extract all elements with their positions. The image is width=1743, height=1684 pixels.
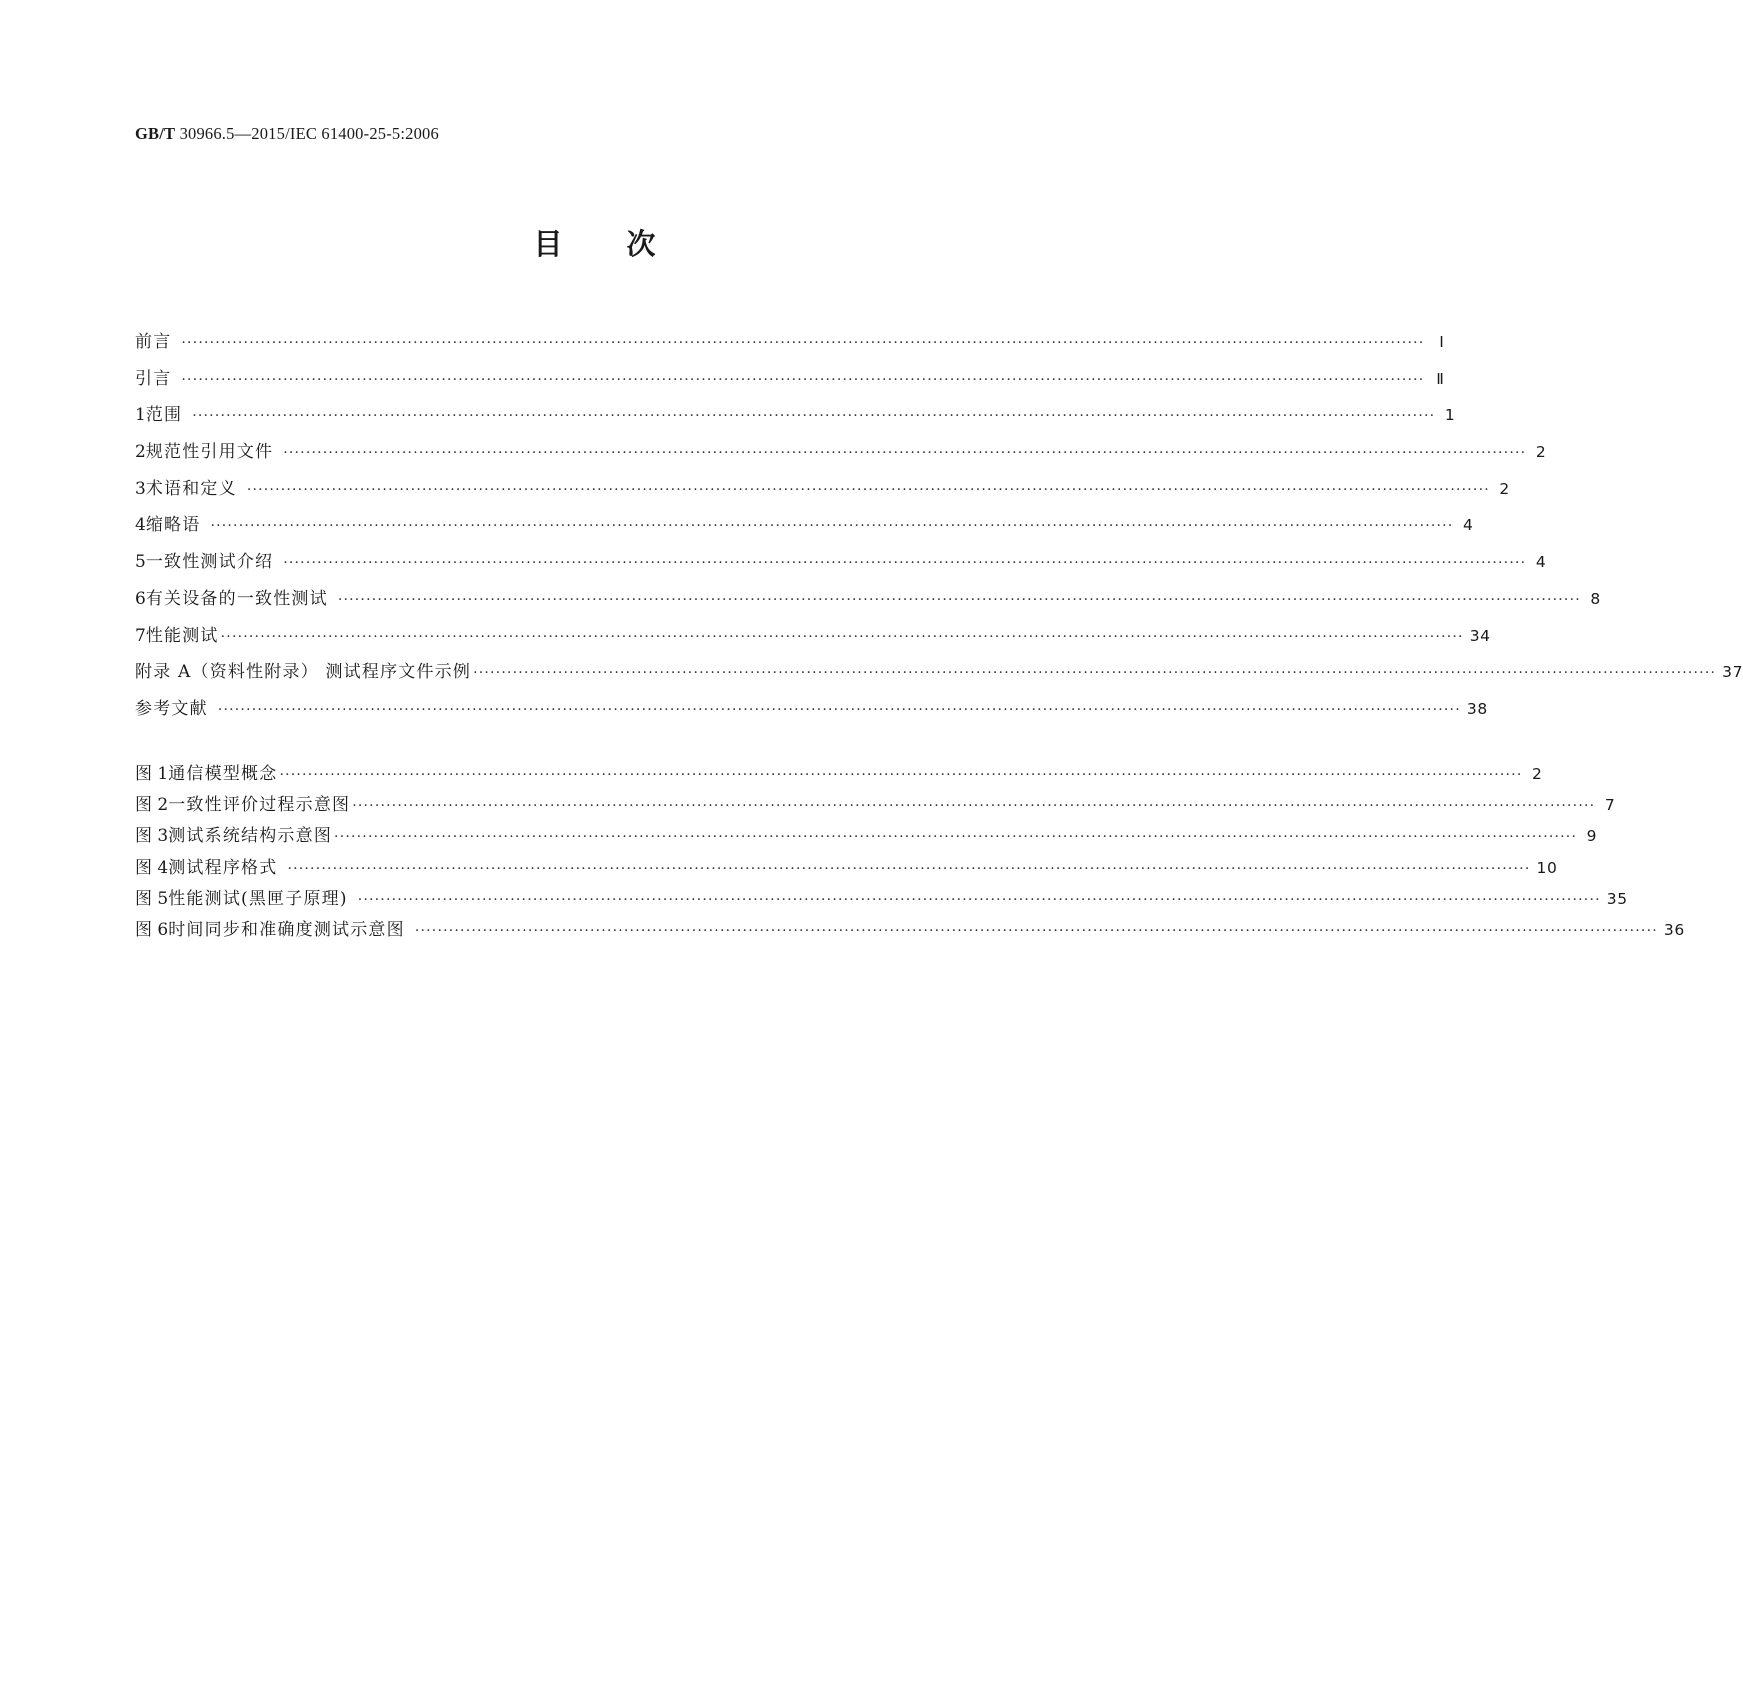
toc-entry-label: 引言 <box>135 368 172 389</box>
toc-sections-list <box>135 327 1743 731</box>
toc-figure-label: 通信模型概念 <box>168 764 278 784</box>
toc-figure-entry[interactable] <box>135 853 1558 884</box>
toc-entry-page: 8 <box>1590 589 1601 608</box>
toc-figure-page: 7 <box>1604 796 1616 815</box>
toc-entry-label: 范围 <box>145 405 183 426</box>
toc-entry-page: 4 <box>1463 516 1474 535</box>
toc-entry[interactable] <box>135 437 1547 474</box>
toc-entry-number: 1 <box>135 405 146 426</box>
toc-entry-label: 缩略语 <box>145 515 201 536</box>
toc-entry-label: 有关设备的一致性测试 <box>145 588 328 609</box>
toc-figure-page: 2 <box>1532 765 1543 783</box>
toc-leader-dots: ···························································································································································································································· <box>334 829 1578 846</box>
toc-entry[interactable] <box>135 694 1488 731</box>
toc-leader-dots: ···························································································································································································································· <box>352 798 1596 815</box>
toc-figure-number: 图 2 <box>135 795 169 816</box>
toc-leader-dots: ···························································································································································································································· <box>414 922 1658 939</box>
toc-leader-dots: ···························································································································································································································· <box>283 555 1527 572</box>
toc-leader-dots: ···························································································································································································································· <box>181 335 1425 351</box>
toc-entry-page: Ⅰ <box>1439 333 1445 351</box>
page-title-part2: 次 <box>626 227 658 261</box>
toc-entry-label: 一致性测试介绍 <box>145 552 274 573</box>
page-title <box>0 222 1191 263</box>
toc-entry[interactable] <box>135 327 1445 364</box>
toc-entry-label: 参考文献 <box>135 698 208 719</box>
toc-figure-number: 图 5 <box>135 888 169 909</box>
toc-entry-page: 4 <box>1535 553 1547 572</box>
toc-leader-dots: ···························································································································································································································· <box>220 628 1464 645</box>
toc-entry-page: 2 <box>1499 479 1510 498</box>
toc-entry-page: 37 <box>1722 663 1743 682</box>
toc-entry[interactable] <box>135 657 1743 694</box>
toc-leader-dots: ···························································································································································································································· <box>473 665 1717 682</box>
toc-entry[interactable] <box>135 364 1445 401</box>
toc-entry-number: 7 <box>135 625 146 646</box>
toc-figure-label: 测试系统结构示意图 <box>168 826 333 847</box>
toc-figure-page: 9 <box>1586 827 1598 846</box>
toc-entry-page: 2 <box>1535 443 1547 462</box>
page-title-part1: 目 <box>533 227 565 261</box>
toc-entry[interactable] <box>135 510 1474 547</box>
toc-figure-number: 图 6 <box>135 919 169 940</box>
toc-leader-dots: ···························································································································································································································· <box>181 371 1425 388</box>
document-header <box>135 124 439 144</box>
toc-figure-page: 35 <box>1606 889 1628 908</box>
toc-figure-entry[interactable] <box>135 821 1598 852</box>
toc-figure-number: 图 3 <box>135 826 169 847</box>
toc-entry-number: 6 <box>135 588 146 609</box>
toc-figure-number: 图 1 <box>135 764 169 784</box>
toc-figure-label: 时间同步和准确度测试示意图 <box>168 919 405 940</box>
toc-leader-dots: ···························································································································································································································· <box>217 701 1461 718</box>
toc-entry-number: 3 <box>135 478 146 499</box>
toc-entry-number: 4 <box>135 515 146 536</box>
toc-figure-entry[interactable] <box>135 759 1543 790</box>
toc-entry-page: 1 <box>1444 406 1456 425</box>
toc-entry[interactable] <box>135 584 1601 621</box>
toc-figure-label: 一致性评价过程示意图 <box>168 795 351 816</box>
toc-leader-dots: ···························································································································································································································· <box>279 767 1523 783</box>
toc-entry-page: Ⅱ <box>1436 369 1445 388</box>
toc-entry-label: 术语和定义 <box>145 478 237 499</box>
toc-figure-number: 图 4 <box>135 857 169 878</box>
toc-entry-number: 2 <box>135 442 146 463</box>
toc-leader-dots: ···························································································································································································································· <box>192 408 1436 425</box>
toc-figure-entry[interactable] <box>135 884 1628 915</box>
toc-entry-label: 性能测试 <box>145 625 219 646</box>
toc-figure-label: 性能测试(黑匣子原理) <box>168 888 348 909</box>
toc-entry[interactable] <box>135 400 1456 437</box>
toc-leader-dots: ···························································································································································································································· <box>337 591 1581 608</box>
toc-entry-page: 34 <box>1469 626 1491 645</box>
toc-figure-page: 36 <box>1663 920 1685 939</box>
toc-entry-label: 前言 <box>135 332 172 352</box>
toc-figure-entry[interactable] <box>135 790 1616 821</box>
toc-entry[interactable] <box>135 621 1491 658</box>
toc-figure-label: 测试程序格式 <box>168 857 278 878</box>
toc-leader-dots: ···························································································································································································································· <box>246 481 1490 498</box>
toc-entry-label: 附录 A（资料性附录） 测试程序文件示例 <box>135 662 472 683</box>
toc-entry[interactable] <box>135 474 1510 511</box>
standard-number: 30966.5—2015/IEC 61400-25-5:2006 <box>179 124 439 143</box>
toc-leader-dots: ···························································································································································································································· <box>357 891 1601 908</box>
toc-leader-dots: ···························································································································································································································· <box>283 445 1527 462</box>
toc-figures-list <box>135 759 1685 946</box>
toc-entry-page: 38 <box>1466 699 1488 718</box>
standard-code: GB/T <box>135 124 176 143</box>
toc-entry-number: 5 <box>135 552 146 573</box>
toc-entry[interactable] <box>135 547 1547 584</box>
toc-entry-label: 规范性引用文件 <box>145 442 274 463</box>
toc-leader-dots: ···························································································································································································································· <box>287 860 1531 877</box>
toc-figure-page: 10 <box>1536 858 1558 877</box>
toc-figure-entry[interactable] <box>135 915 1685 946</box>
toc-leader-dots: ···························································································································································································································· <box>210 518 1454 535</box>
